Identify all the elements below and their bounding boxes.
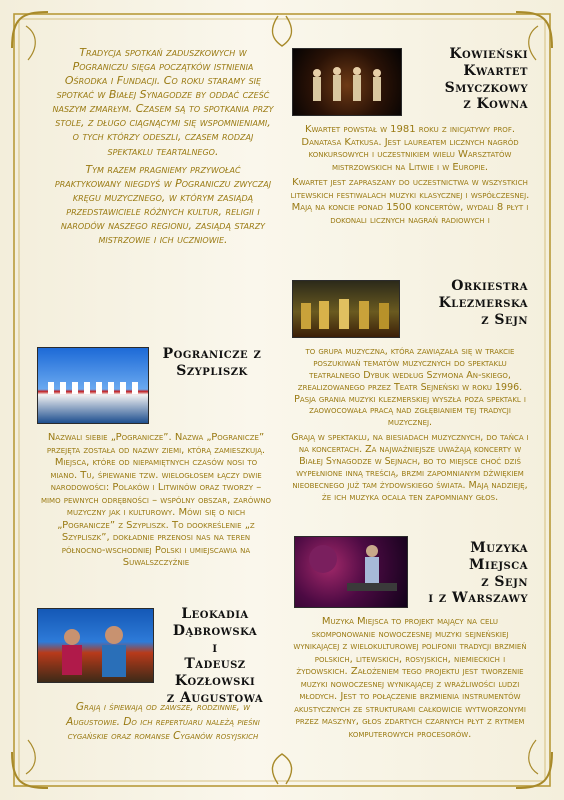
szypliszki-paragraph: Nazwali siebie „Pogranicze”. Nazwa „Pogranicze” przejęta została od nazwy ziemi, którą zamieszkują. Miejsca, które od niepamiętnych czasów nosi to miano. Tu, śpiewanie tzw. wielogłosem łączy dwie narodowości: Polaków i Litwinów oraz tworzy – mimo pewnych odrębności – wspólny obszar, zarówno muzyczny jak i kulturowy. Mówi się o nich „Pogranicze” z Szypliszk. To dookreślenie „z Szypliszk”, dokładnie przenosi nas na teren północno-wschodniej Polski i umiejscawia na Suwalszczyźnie <box>40 432 272 568</box>
szypliszki-photo <box>37 347 149 424</box>
muzyka-miejsca-paragraph: Muzyka Miejsca to projekt mający na celu skomponowanie nowoczesnej muzyki sejneńskiej wynikającej z wielokulturowej polifonii tradycji brzmień polskich, litewskich, rosyjskich, niemieckich i żydowskich. Założeniem tego projektu jest tworzenie muzyki nowoczesnej wynikającej z wrażliwości ludzi młodych. Jest to połączenie brzmienia instrumentów akustycznych ze strukturami całkowicie wytworzonymi przez maszyny, głos zdartych czarnych płyt z rytmem komputerowych procesorów. <box>293 616 527 740</box>
intro-paragraph-2: Tym razem pragniemy przywołać praktykowany niegdyś w Pograniczu zwyczaj kręgu muzycznego, w którym zasiądą przedstawiciele różnych kultur, religii i narodów naszego regionu, zasiądą starzy mistrzowie i ich uczniowie. <box>54 162 272 247</box>
quartet-title-line: Kowieński <box>449 46 528 62</box>
quartet-photo <box>292 48 402 116</box>
augustow-title-line: Leokadia <box>181 606 249 622</box>
szypliszki-title-line: Szypliszk <box>176 362 248 379</box>
quartet-paragraph-1: Kwartet powstał w 1981 roku z inicjatywy prof. Danatasa Katkusa. Jest laureatem licznych nagród konkursowych i uczestnikiem wielu Warsztatów mistrzowskich na Litwie i w Europie. <box>301 124 519 173</box>
klezmer-title-line: z Sejn <box>481 311 528 328</box>
quartet-text <box>290 124 530 227</box>
intro-text <box>52 46 274 251</box>
klezmer-photo <box>292 280 400 338</box>
augustow-text <box>52 700 274 744</box>
klezmer-title <box>402 278 528 328</box>
klezmer-text <box>290 346 530 503</box>
augustow-title-line: Dąbrowska <box>172 622 258 639</box>
szypliszki-title-line: Pogranicze z <box>162 346 262 362</box>
klezmer-paragraph-1: to grupa muzyczna, która zawiązała się w trakcie poszukiwań tematów muzycznych do spektaklu teatralnego Dybuk według Szymona An-skiego, zrealizowanego przez Teatr Sejneński w roku 1996. Pasja grania muzyki klezmerskiej wyszła poza spektakl i zaowocowała pracą nad zgłębianiem tej tradycji muzycznej. <box>294 346 526 429</box>
muzyka-miejsca-title-line: Muzyka Miejsca <box>469 540 528 573</box>
augustow-title <box>156 606 274 707</box>
intro-paragraph-1: Tradycja spotkań zaduszkowych w Pograniczu sięga początków istnienia Ośrodka i Fundacji. Co roku staramy się spotkać w Białej Synagodze by oddać cześć naszym zmarłym. Czasem są to spotkania przy stole, z długo ciągnącymi się wspomnieniami, o tych którzy odeszli, czasem rodzaj spektaklu teartalnego. <box>52 46 274 158</box>
klezmer-title-line: Orkiestra <box>451 278 528 294</box>
szypliszki-text <box>40 432 272 570</box>
augustow-title-line: z Augustowa <box>166 689 264 706</box>
muzyka-miejsca-title-line: i z Warszawy <box>428 590 528 607</box>
augustow-title-line: Tadeusz <box>184 656 246 673</box>
muzyka-miejsca-title <box>410 540 528 607</box>
klezmer-title-line: Klezmerska <box>438 294 528 311</box>
augustow-photo <box>37 608 154 683</box>
muzyka-miejsca-text <box>290 616 530 741</box>
quartet-title <box>404 46 528 113</box>
quartet-title-line: Smyczkowy <box>444 79 528 96</box>
klezmer-paragraph-2: Grają w spektaklu, na biesiadach muzycznych, do tańca i na koncertach. Za najważniejsze uważają koncerty w Białej Synagodze w Sejnach, bo to miejsce choć dziś wypełnione inną treścią, brzmi zapomnianym dźwiękiem nieobecnego już tam żydowskiego świata. Mają nadzieję, że ich muzyka ocala ten zapomniany głos. <box>291 432 529 503</box>
muzyka-miejsca-title-line: z Sejn <box>481 573 528 590</box>
quartet-paragraph-2: Kwartet jest zapraszany do uczestnictwa w wszystkich litewskich festiwalach muzyki klasycznej i współczesnej. Mają na koncie ponad 1500 koncertów, wydali 8 płyt i dokonali licznych nagrań radiowych i <box>290 177 530 226</box>
quartet-title-line: Kwartet <box>463 62 528 79</box>
augustow-title-line: i <box>212 639 218 656</box>
augustow-paragraph: Grają i śpiewają od zawsze, rodzinnie, w Augustowie. Do ich repertuaru należą pieśni cygańskie oraz romanse Cyganów rosyjskich <box>66 701 260 743</box>
muzyka-miejsca-photo <box>294 536 408 608</box>
quartet-title-line: z Kowna <box>463 96 528 113</box>
augustow-title-line: Kozłowski <box>174 673 256 690</box>
szypliszki-title <box>150 346 274 380</box>
